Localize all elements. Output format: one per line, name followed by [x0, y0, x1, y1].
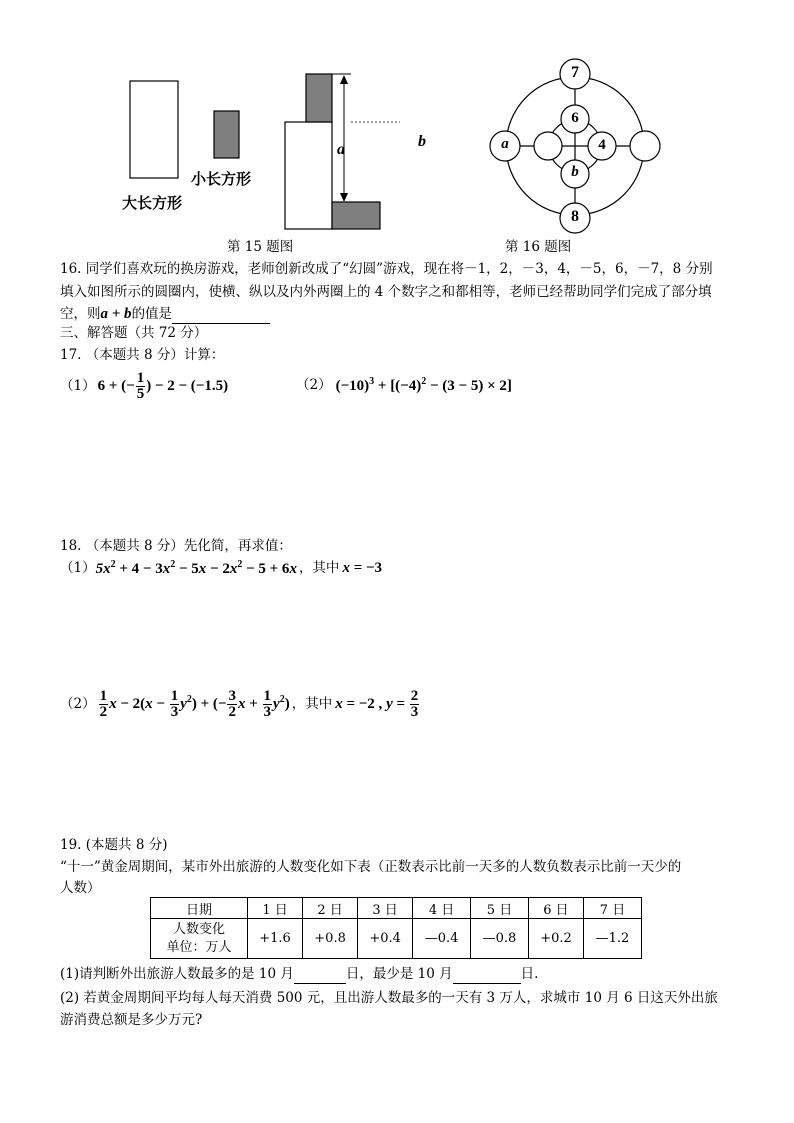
big-rectangle-label: 大长方形	[122, 194, 183, 212]
node-top-value: 7	[571, 64, 579, 81]
table-day: 1 日	[248, 898, 303, 919]
table-value: +0.2	[528, 919, 583, 959]
node-outer-right	[630, 131, 660, 161]
q19-answer-blank-min[interactable]	[453, 968, 521, 984]
big-rectangle	[130, 81, 178, 178]
figure-a-top-small-rect	[306, 74, 332, 122]
node-left-value: a	[501, 136, 509, 152]
table-day: 4 日	[413, 898, 471, 919]
table-header-row	[151, 898, 642, 919]
node-inner-top-value: 6	[571, 110, 579, 126]
table-value: —0.4	[413, 919, 471, 959]
q19-answer-blank-max[interactable]	[294, 968, 346, 984]
q17-header: 17. （本题共 8 分）计算：	[60, 347, 225, 363]
variable-a-label: a	[337, 141, 345, 158]
figure-15-caption: 第 15 题图	[227, 239, 294, 255]
q17-part-2: （2） $(-10)^3 + [(-4)^2 - (3 - 5) \times 2]$	[296, 375, 512, 394]
q19-description-line-2: 人数）	[60, 880, 101, 896]
table-row-label: 人数变化 单位：万人	[151, 919, 248, 959]
figure-16-caption: 第 16 题图	[505, 239, 572, 255]
q16-expression: a + b	[100, 306, 132, 322]
table-value: +1.6	[248, 919, 303, 959]
q17-part-1: （1） 6 + (− $\frac{1}{5}$ ) − 2 − (−1.5)	[60, 369, 229, 402]
q19-header: 19. (本题共 8 分)	[60, 837, 168, 853]
table-value-row	[151, 919, 642, 959]
table-day: 3 日	[358, 898, 413, 919]
q16-line-1: 16. 同学们喜欢玩的换房游戏，老师创新改成了“幻圆”游戏，现在将－1，2，－3，4，－5，6，－7，8 分别	[60, 261, 713, 277]
table-value: —0.8	[471, 919, 529, 959]
figure-a-bottom-small-rect	[332, 202, 380, 229]
q16-line-2: 填入如图所示的圆圈内，使横、纵以及内外两圈上的 4 个数字之和都相等，老师已经帮助同学们完成了部分填	[60, 284, 712, 300]
node-inner-left	[534, 132, 562, 160]
table-value: +0.8	[303, 919, 358, 959]
q19-description-line-1: “十一”黄金周期间，某市外出旅游的人数变化如下表（正数表示比前一天多的人数负数表示比前一天少的	[60, 859, 682, 875]
table-header-label: 日期	[151, 898, 248, 919]
table-day: 7 日	[584, 898, 642, 919]
q19-table	[150, 897, 642, 959]
q18-header: 18. （本题共 8 分）先化简，再求值：	[60, 538, 292, 554]
q18-part-1: （1） $5x^2 + 4 - 3x^2 - 5x - 2x^2 - 5 + 6x$ ，其中 x = −3	[60, 558, 383, 577]
node-bottom-value: 8	[571, 208, 579, 225]
variable-b-label: b	[418, 133, 426, 150]
q18-part-2: （2） $\frac{1}{2}$ x − 2(x − $\frac{1}{3}$ $y^2$) + (− $\frac{3}{2}$ x + $\frac{1}{3}$ $y^2$) ，其中 x = −2 , y = $\frac{2}{3}$	[60, 687, 419, 720]
table-value: +0.4	[358, 919, 413, 959]
table-day: 5 日	[471, 898, 529, 919]
q19-subquestion-2-line-1: (2) 若黄金周期间平均每人每天消费 500 元，且出游人数最多的一天有 3 万人，求城市 10 月 6 日这天外出旅	[60, 990, 718, 1006]
small-rectangle	[214, 111, 239, 158]
node-inner-right-value: 4	[598, 137, 606, 153]
table-value: —1.2	[584, 919, 642, 959]
q16-answer-blank[interactable]	[172, 308, 270, 324]
section-3-title: 三、解答题（共 72 分）	[60, 325, 208, 341]
table-day: 2 日	[303, 898, 358, 919]
figure-a-big-rect	[285, 122, 332, 229]
q19-subquestion-1: (1)请判断外出旅游人数最多的是 10 月 日，最少是 10 月 日.	[60, 966, 539, 982]
small-rectangle-label: 小长方形	[191, 170, 252, 188]
table-day: 6 日	[528, 898, 583, 919]
q19-subquestion-2-line-2: 游消费总额是多少万元?	[60, 1012, 203, 1028]
node-inner-bottom-value: b	[571, 164, 579, 180]
q16-line-3: 空，则a + b的值是	[60, 305, 270, 324]
